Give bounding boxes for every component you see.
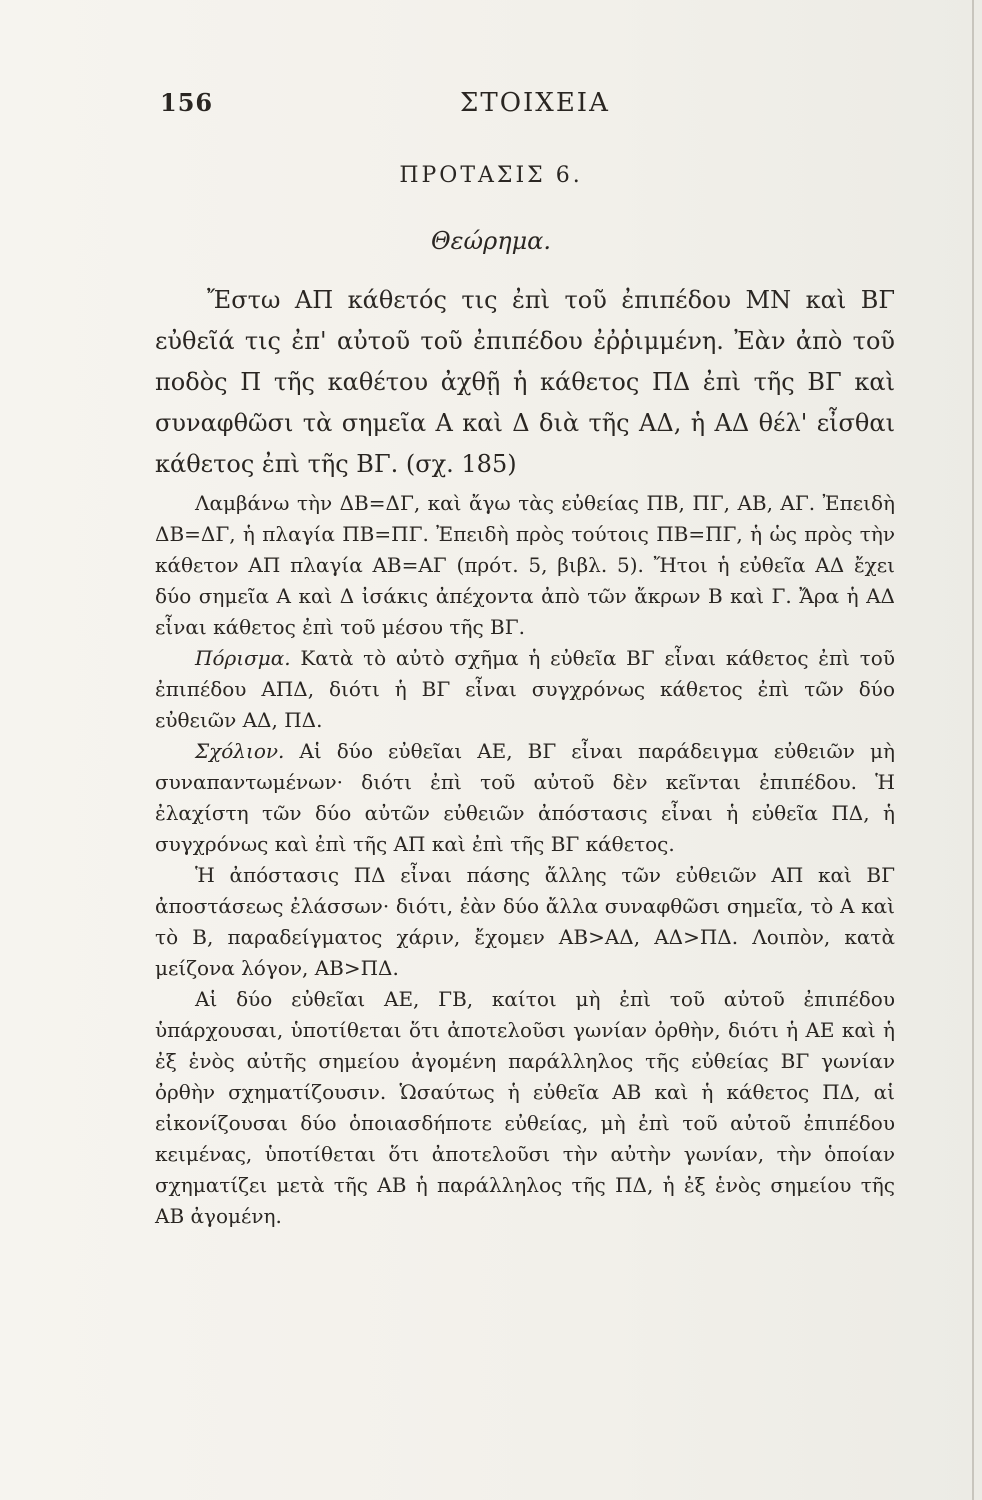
theorem-label: Θεώρημα. — [430, 227, 552, 255]
running-title: ΣΤΟΙΧΕΙΑ — [460, 88, 610, 118]
proposition-title: ΠΡΟΤΑΣΙΣ 6. — [399, 163, 583, 188]
body-text — [155, 280, 895, 1232]
scholium-text: Αἱ δύο εὐθεῖαι ΑΕ, ΒΓ εἶναι παράδειγμα εὐθειῶν μὴ συναπαντωμένων· διότι ἐπὶ τοῦ αὐτοῦ δὲν κεῖνται ἐπιπέδου. Ἡ ἐλαχίστη τῶν δύο αὐτῶν εὐθειῶν ἀπόστασις εἶναι ἡ εὐθεῖα ΠΔ, ἡ συγχρόνως καὶ ἐπὶ τῆς ΑΠ καὶ ἐπὶ τῆς ΒΓ κάθετος. — [155, 739, 895, 856]
porism-text: Κατὰ τὸ αὐτὸ σχῆμα ἡ εὐθεῖα ΒΓ εἶναι κάθετος ἐπὶ τοῦ ἐπιπέδου ΑΠΔ, διότι ἡ ΒΓ εἶναι συγχρόνως κάθετος ἐπὶ τῶν δύο εὐθειῶν ΑΔ, ΠΔ. — [155, 646, 895, 732]
scholium-paragraph — [155, 736, 895, 860]
porism-paragraph — [155, 643, 895, 736]
theorem-statement: Ἔστω ΑΠ κάθετός τις ἐπὶ τοῦ ἐπιπέδου ΜΝ καὶ ΒΓ εὐθεῖά τις ἐπ' αὐτοῦ τοῦ ἐπιπέδου ἐῤῥιμμένη. Ἐὰν ἀπὸ τοῦ ποδὸς Π τῆς καθέτου ἀχθῇ ἡ κάθετος ΠΔ ἐπὶ τῆς ΒΓ καὶ συναφθῶσι τὰ σημεῖα Α καὶ Δ διὰ τῆς ΑΔ, ἡ ΑΔ θέλ' εἶσθαι κάθετος ἐπὶ τῆς ΒΓ. (σχ. 185) — [155, 286, 895, 478]
distance-paragraph: Ἡ ἀπόστασις ΠΔ εἶναι πάσης ἄλλης τῶν εὐθειῶν ΑΠ καὶ ΒΓ ἀποστάσεως ἐλάσσων· διότι, ἐὰν δύο ἄλλα συναφθῶσι σημεῖα, τὸ Α καὶ τὸ Β, παραδείγματος χάριν, ἔχομεν ΑΒ>ΑΔ, ΑΔ>ΠΔ. Λοιπὸν, κατὰ μείζονα λόγον, ΑΒ>ΠΔ. — [155, 863, 895, 980]
scholium-label: Σχόλιον. — [195, 739, 285, 763]
proof-paragraph: Λαμβάνω τὴν ΔΒ=ΔΓ, καὶ ἄγω τὰς εὐθείας ΠΒ, ΠΓ, ΑΒ, ΑΓ. Ἐπειδὴ ΔΒ=ΔΓ, ἡ πλαγία ΠΒ=ΠΓ. Ἐπειδὴ πρὸς τούτοις ΠΒ=ΠΓ, ἡ ὡς πρὸς τὴν κάθετον ΑΠ πλαγία ΑΒ=ΑΓ (πρότ. 5, βιβλ. 5). Ἤτοι ἡ εὐθεῖα ΑΔ ἔχει δύο σημεῖα Α καὶ Δ ἰσάκις ἀπέχοντα ἀπὸ τῶν ἄκρων Β καὶ Γ. Ἄρα ἡ ΑΔ εἶναι κάθετος ἐπὶ τοῦ μέσου τῆς ΒΓ. — [155, 491, 895, 639]
porism-label: Πόρισμα. — [195, 646, 291, 670]
page-number: 156 — [160, 88, 214, 117]
skew-lines-paragraph: Αἱ δύο εὐθεῖαι ΑΕ, ΓΒ, καίτοι μὴ ἐπὶ τοῦ αὐτοῦ ἐπιπέδου ὑπάρχουσαι, ὑποτίθεται ὅτι ἀποτελοῦσι γωνίαν ὀρθὴν, διότι ἡ ΑΕ καὶ ἡ ἐξ ἑνὸς αὐτῆς σημείου ἀγομένη παράλληλος τῆς εὐθείας ΒΓ γωνίαν ὀρθὴν σχηματίζουσιν. Ὡσαύτως ἡ εὐθεῖα ΑΒ καὶ ἡ κάθετος ΠΔ, αἱ εἰκονίζουσαι δύο ὁποιασδήποτε εὐθείας, μὴ ἐπὶ τοῦ αὐτοῦ ἐπιπέδου κειμένας, ὑποτίθεται ὅτι ἀποτελοῦσι τὴν αὐτὴν γωνίαν, τὴν ὁποίαν σχηματίζει μετὰ τῆς ΑΒ ἡ παράλληλος τῆς ΠΔ, ἡ ἐξ ἑνὸς σημείου τῆς ΑΒ ἀγομένη. — [155, 987, 895, 1228]
page-header — [160, 88, 880, 118]
page-edge — [972, 0, 974, 1500]
